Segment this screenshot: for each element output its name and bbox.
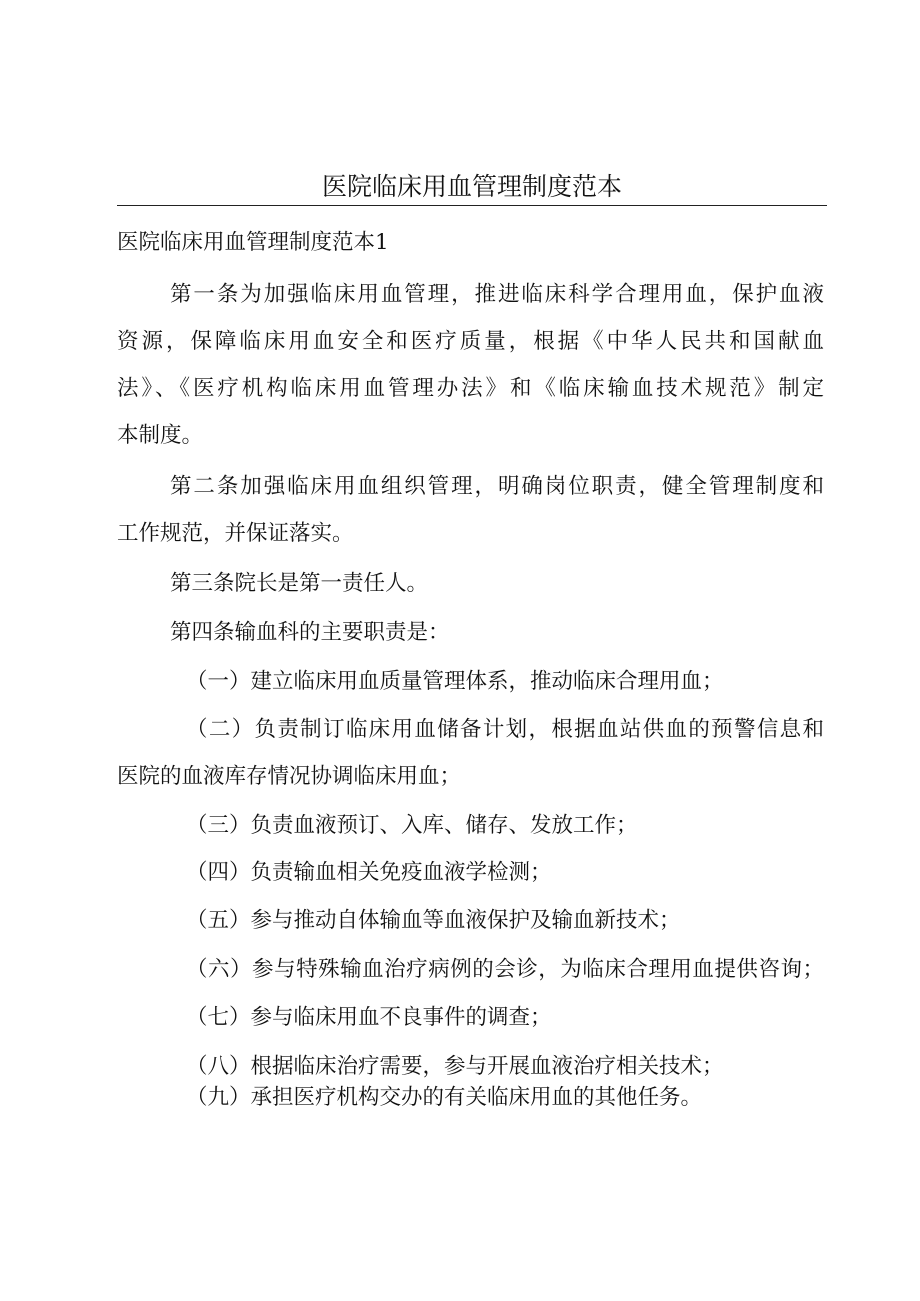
paragraph-line: 工作规范，并保证落实。 xyxy=(117,521,354,546)
list-item: （三）负责血液预订、入库、储存、发放工作； xyxy=(186,813,638,838)
paragraph-line: 本制度。 xyxy=(117,423,204,448)
paragraph-line: 第三条院长是第一责任人。 xyxy=(170,571,429,596)
title-underline xyxy=(117,205,827,206)
paragraph-line: 第一条为加强临床用血管理，推进临床科学合理用血，保护血液 xyxy=(170,282,824,307)
list-item: （四）负责输血相关免疫血液学检测； xyxy=(186,860,552,885)
paragraph-line: 第二条加强临床用血组织管理，明确岗位职责，健全管理制度和 xyxy=(170,474,824,499)
list-item: （二）负责制订临床用血储备计划，根据血站供血的预警信息和 xyxy=(186,717,824,742)
list-item: （五）参与推动自体输血等血液保护及输血新技术； xyxy=(186,908,681,933)
list-item: （一）建立临床用血质量管理体系，推动临床合理用血； xyxy=(186,669,724,694)
document-title: 医院临床用血管理制度范本 xyxy=(321,172,622,201)
list-item: （七）参与临床用血不良事件的调查； xyxy=(186,1005,552,1030)
paragraph-line: 资源，保障临床用血安全和医疗质量，根据《中华人民共和国献血 xyxy=(117,329,824,354)
paragraph-line: 第四条输血科的主要职责是： xyxy=(170,620,450,645)
list-item-continuation: 医院的血液库存情况协调临床用血； xyxy=(117,764,462,789)
list-item: （六）参与特殊输血治疗病例的会诊，为临床合理用血提供咨询； xyxy=(186,957,824,982)
paragraph-line: 法》、《医疗机构临床用血管理办法》和《临床输血技术规范》制定 xyxy=(117,376,824,401)
section-heading: 医院临床用血管理制度范本1 xyxy=(117,230,389,255)
list-item: （八）根据临床治疗需要，参与开展血液治疗相关技术； xyxy=(186,1054,724,1079)
list-item: （九）承担医疗机构交办的有关临床用血的其他任务。 xyxy=(186,1085,703,1110)
